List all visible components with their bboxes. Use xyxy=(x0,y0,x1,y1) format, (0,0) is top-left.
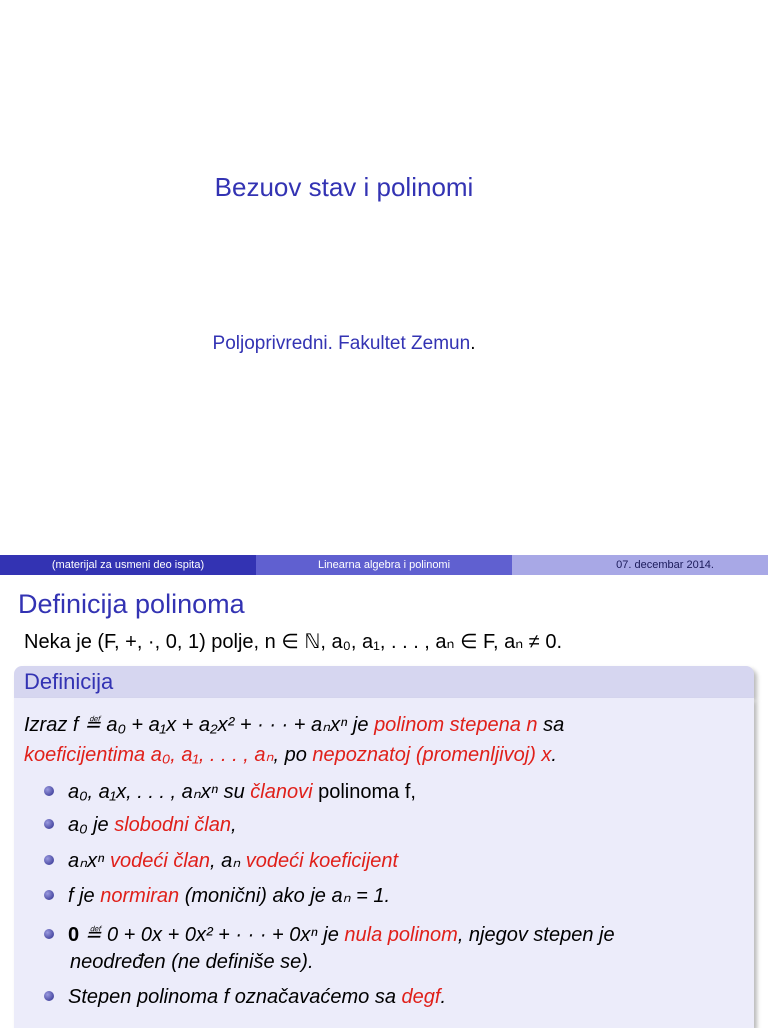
term-leading-coefficient: vodeći koeficijent xyxy=(245,850,399,872)
bullet-text: aₙxⁿ xyxy=(68,850,110,872)
term-members: članovi xyxy=(250,781,313,803)
definition-block-title: Definicija xyxy=(24,669,114,694)
bullet-text: ≝ 0 + 0x + 0x² + · · · + 0xⁿ je xyxy=(79,924,345,946)
list-item-continuation: neodređen (ne definiše se). xyxy=(70,951,314,973)
list-item xyxy=(44,779,416,804)
def-period: . xyxy=(551,744,557,766)
def-term-variable: nepoznatoj (promenljivoj) x xyxy=(312,744,552,766)
def-text: Izraz f ≝ a₀ + a₁x + a₂x² + · · · + aₙxⁿ je xyxy=(24,714,375,736)
slide-title: Definicija polinoma xyxy=(18,589,245,619)
list-item xyxy=(44,922,615,947)
footer-left: (materijal za usmeni deo ispita) xyxy=(0,555,256,575)
author-line xyxy=(0,333,688,355)
list-item xyxy=(44,883,390,908)
definition-block-header xyxy=(14,666,754,698)
list-item xyxy=(44,814,237,837)
bullet-text-end: polinoma f, xyxy=(312,781,416,803)
footer-date: 07. decembar 2014. xyxy=(512,555,768,575)
intro-line: Neka je (F, +, ·, 0, 1) polje, n ∈ ℕ, a₀, a₁, . . . , aₙ ∈ F, aₙ ≠ 0. xyxy=(24,631,563,653)
presentation-title: Bezuov stav i polinomi xyxy=(214,172,474,202)
term-free-member: slobodni član xyxy=(114,814,231,836)
bullet-icon xyxy=(44,855,54,865)
bullet-icon xyxy=(44,929,54,939)
footer-center: Linearna algebra i polinomi xyxy=(256,555,512,575)
definition-line-2 xyxy=(24,742,557,767)
author-dot: . xyxy=(470,333,476,354)
list-item xyxy=(44,986,446,1009)
content-slide xyxy=(0,575,768,1024)
bullet-text: a₀, a₁x, . . . , aₙxⁿ su xyxy=(68,781,251,803)
author-name: Poljoprivredni. Fakultet Zemun xyxy=(212,333,471,354)
bullet-text-mid: , aₙ xyxy=(210,850,246,872)
bullet-text-end: , xyxy=(230,814,237,836)
bullet-text: Stepen polinoma f označavaćemo sa xyxy=(68,986,402,1008)
bullet-text: a₀ je xyxy=(68,814,115,836)
term-leading-member: vodeći član xyxy=(109,850,211,872)
bullet-text-end: (monični) ako je aₙ = 1. xyxy=(179,885,391,907)
def-term-coefficients: koeficijentima a₀, a₁, . . . , aₙ xyxy=(24,744,274,766)
def-term-polynomial: polinom stepena n xyxy=(374,714,538,736)
term-zero-polynomial: nula polinom xyxy=(344,924,458,946)
bullet-text: f je xyxy=(68,885,101,907)
def-text-po: , po xyxy=(273,744,313,766)
term-degree: degf xyxy=(401,986,441,1008)
def-text-end: sa xyxy=(537,714,565,736)
term-normalized: normiran xyxy=(100,885,180,907)
bullet-icon xyxy=(44,890,54,900)
definition-line-1 xyxy=(24,712,564,737)
bullet-icon xyxy=(44,819,54,829)
bullet-icon xyxy=(44,991,54,1001)
zero-symbol: 0 xyxy=(68,924,80,946)
footer-bar xyxy=(0,555,768,575)
bullet-text-end: . xyxy=(440,986,447,1008)
bullet-icon xyxy=(44,786,54,796)
list-item xyxy=(44,848,398,873)
bullet-text-end: , njegov stepen je xyxy=(457,924,615,946)
definition-block-body xyxy=(14,698,754,1028)
